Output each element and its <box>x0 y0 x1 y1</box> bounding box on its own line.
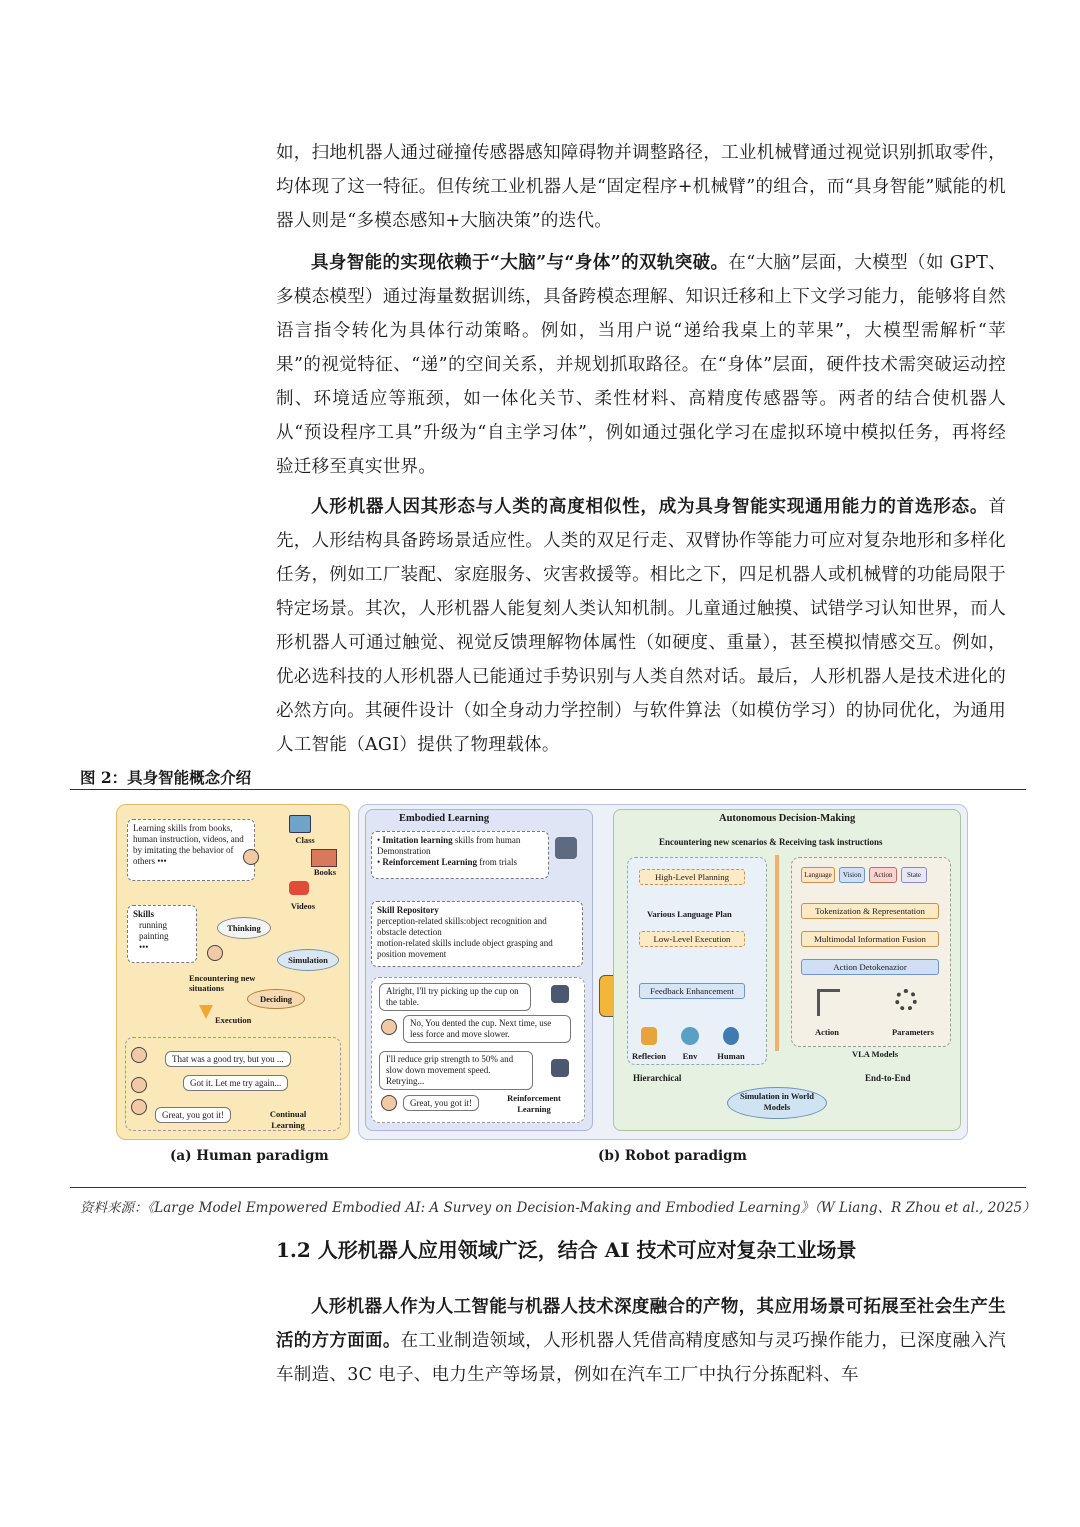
low-level-execution: Low-Level Execution <box>639 931 745 947</box>
dialog-bubble: Great, you got it! <box>155 1107 231 1123</box>
robot-dialog-bubble: I'll reduce grip strength to 50% and slow down movement speed. Retrying... <box>379 1051 533 1090</box>
vertical-arrow-icon <box>775 855 779 1051</box>
adm-subtitle: Encountering new scenarios & Receiving task instructions <box>659 837 883 847</box>
action-label: Action <box>814 1027 840 1037</box>
figure-source: 资料来源：《Large Model Empowered Embodied AI: A Survey on Decision-Making and Embodied Learning》（W Liang、R Zhou et al., 2025） <box>80 1200 1036 1216</box>
teacher-icon <box>131 1047 147 1063</box>
class-icon <box>289 815 311 833</box>
rl-rest: from trials <box>476 857 517 867</box>
paragraph-1: 如，扫地机器人通过碰撞传感器感知障碍物并调整路径，工业机械臂通过视觉识别抓取零件，均体现了这一特征。但传统工业机器人是“固定程序+机械臂”的组合，而“具身智能”赋能的机器人则是“多模态感知+大脑决策”的迭代。 <box>276 143 1006 231</box>
videos-icon <box>289 881 309 895</box>
simulation-world-cloud: Simulation in World Models <box>727 1087 827 1119</box>
simulation-cloud: Simulation <box>277 949 339 971</box>
down-arrow-icon <box>199 1005 213 1019</box>
skill-repository-item: perception-related skills:object recognition and obstacle detection <box>377 916 547 937</box>
feedback-enhancement: Feedback Enhancement <box>639 983 745 999</box>
human-paradigm-label: (a) Human paradigm <box>170 1148 329 1164</box>
vla-label: VLA Models <box>851 1049 899 1059</box>
token-language: Language <box>801 867 835 883</box>
figure-bottom-rule <box>70 1187 1026 1188</box>
fusion-box: Multimodal Information Fusion <box>801 931 939 947</box>
hierarchical-label: Hierarchical <box>633 1073 682 1083</box>
rl-bold: Reinforcement Learning <box>382 857 477 867</box>
dialog-bubble: Got it. Let me try again... <box>183 1075 288 1091</box>
paragraph-3-body: 首先，人形结构具备跨场景适应性。人类的双足行走、双臂协作等能力可应对复杂地形和多样化任务，例如工厂装配、家庭服务、灾害救援等。相比之下，四足机器人或机械臂的功能局限于特定场景。其次，人形机器人能复刻人类认知机制。儿童通过触摸、试错学习认知世界，而人形机器人可通过触觉、视觉反馈理解物体属性（如硬度、重量），甚至模拟情感交互。例如，优必选科技的人形机器人已能通过手势识别与人类自然对话。最后，人形机器人是技术进化的必然方向。其硬件设计（如全身动力学控制）与软件算法（如模仿学习）的协同优化，为通用人工智能（AGI）提供了物理载体。 <box>276 497 1006 755</box>
env-icon <box>681 1027 699 1045</box>
human-icon <box>381 1095 397 1111</box>
end-to-end-label: End-to-End <box>865 1073 911 1083</box>
adm-title: Autonomous Decision-Making <box>719 813 856 824</box>
embodied-learning-title: Embodied Learning <box>399 813 490 824</box>
skill-item: running <box>139 920 167 930</box>
learning-methods-box <box>371 831 549 879</box>
imitation-learning-text: • Imitation learning skills from human Demonstration <box>377 835 521 856</box>
skill-repository-box <box>371 901 583 967</box>
continual-learning-label: Continual Learning <box>269 1109 307 1130</box>
books-label: Books <box>313 867 337 877</box>
skills-box <box>127 905 197 963</box>
human-paradigm-panel <box>116 804 350 1140</box>
teacher-icon <box>131 1099 147 1115</box>
token-vision: Vision <box>839 867 865 883</box>
detokenizer-box: Action Detokenazior <box>801 959 939 975</box>
parameters-label: Parameters <box>891 1027 934 1037</box>
videos-label: Videos <box>290 901 316 911</box>
robot-icon <box>551 1059 569 1077</box>
dialog-bubble: That was a good try, but you ... <box>165 1051 291 1067</box>
learner-icon <box>131 1077 147 1093</box>
robot-paradigm-label: (b) Robot paradigm <box>598 1148 747 1164</box>
reflection-icon <box>641 1027 657 1045</box>
reflection-label: Reflecion <box>632 1051 666 1061</box>
robot-dialog-bubble: Alright, I'll try picking up the cup on the table. <box>379 983 531 1011</box>
section-title: 1.2 人形机器人应用领域广泛，结合 AI 技术可应对复杂工业场景 <box>276 1238 857 1262</box>
paragraph-4-lead: 人形机器人作为人工智能与机器人技术深度融合的产物，其应用场景可拓展至社会生产生活的方方面面。 <box>276 1297 1006 1351</box>
env-label: Env <box>682 1051 698 1061</box>
tokenization-box: Tokenization & Representation <box>801 903 939 919</box>
robot-arm-icon <box>817 989 840 1016</box>
rl-label: Reinforcement Learning <box>507 1093 561 1114</box>
paragraph-2 <box>276 246 1006 484</box>
skill-item: ••• <box>139 942 149 952</box>
robot-icon <box>551 985 569 1003</box>
human-dialog-bubble: Great, you got it! <box>403 1095 479 1111</box>
encountering-label: Encountering new situations <box>189 973 256 993</box>
paragraph-4-body: 在工业制造领域，人形机器人凭借高精度感知与灵巧操作能力，已深度融入汽车制造、3C 电子、电力生产等场景，例如在汽车工厂中执行分拣配料、车 <box>276 1331 1006 1385</box>
figure-top-rule <box>70 789 1026 790</box>
paragraph-2-body: 在“大脑”层面，大模型（如 GPT、多模态模型）通过海量数据训练，具备跨模态理解、知识迁移和上下文学习能力，能够将自然语言指令转化为具体行动策略。例如，当用户说“递给我桌上的苹果”，大模型需解析“苹果”的视觉特征、“递”的空间关系，并规划抓取路径。在“身体”层面，硬件技术需突破运动控制、环境适应等瓶颈，如一体化关节、柔性材料、高精度传感器等。两者的结合使机器人从“预设程序工具”升级为“自主学习体”，例如通过强化学习在虚拟环境中模拟任务，再将经验迁移至真实世界。 <box>276 253 1006 477</box>
robot-book-icon <box>555 837 577 859</box>
thinking-cloud: Thinking <box>217 917 271 939</box>
books-icon <box>311 849 337 867</box>
imitation-bold: Imitation learning <box>382 835 453 845</box>
imitation-rest: skills from human Demonstration <box>377 835 521 856</box>
token-state: State <box>901 867 927 883</box>
class-label: Class <box>295 835 315 845</box>
deciding-cloud: Deciding <box>247 989 305 1009</box>
robot-paradigm-panel <box>358 804 968 1140</box>
paragraph-2-lead: 具身智能的实现依赖于“大脑”与“身体”的双轨突破。 <box>311 253 729 273</box>
skill-repository-item: motion-related skills include object grasping and position movement <box>377 938 553 959</box>
paragraph-4 <box>276 1290 1006 1392</box>
high-level-planning: High-Level Planning <box>639 869 745 885</box>
figure-embodied-ai <box>110 802 972 1176</box>
person-icon <box>243 849 259 865</box>
learning-skills-box: Learning skills from books, human instruction, videos, and by imitating the behavior of others ••• <box>127 819 255 881</box>
thinker-icon <box>207 945 223 961</box>
vla-panel <box>791 857 951 1047</box>
skill-item: painting <box>139 931 169 941</box>
rl-text: • Reinforcement Learning from trials <box>377 857 517 867</box>
gear-icon <box>895 989 917 1011</box>
skills-title: Skills <box>133 909 155 919</box>
skill-repository-title: Skill Repository <box>377 905 439 915</box>
paragraph-3-lead: 人形机器人因其形态与人类的高度相似性，成为具身智能实现通用能力的首选形态。 <box>311 497 989 517</box>
token-action: Action <box>869 867 897 883</box>
paragraph-3 <box>276 490 1006 762</box>
human-person-icon <box>723 1027 739 1045</box>
human-icon <box>381 1019 397 1035</box>
human-label: Human <box>717 1051 745 1061</box>
execution-label: Execution <box>215 1015 252 1025</box>
figure-caption: 图 2：具身智能概念介绍 <box>80 768 252 787</box>
human-dialog-bubble: No, You dented the cup. Next time, use less force and move slower. <box>403 1015 571 1043</box>
language-plan-label: Various Language Plan <box>647 909 732 919</box>
